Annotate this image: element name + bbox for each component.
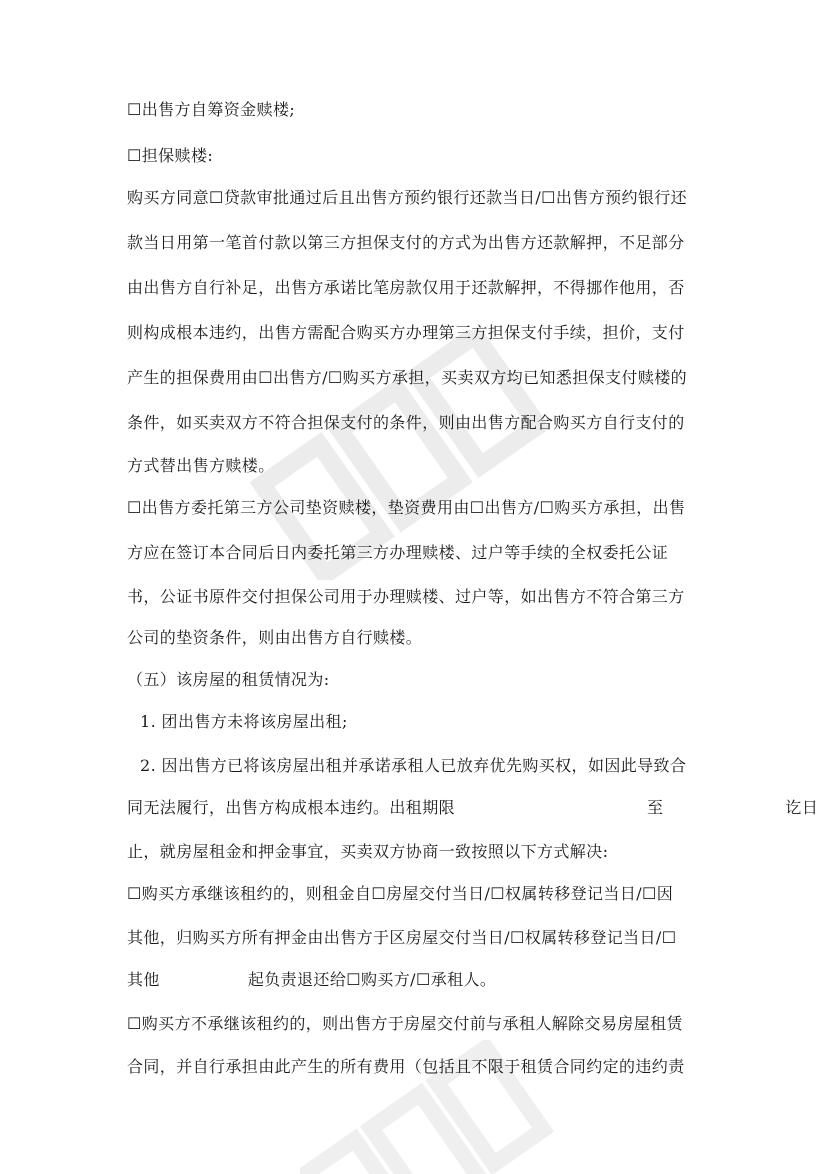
refund-text: 起负责退还给☐购买方/☐承租人。 — [247, 970, 497, 989]
paragraph-third-party-line: 方应在签订本合同后日内委托第三方办理赎楼、过户等手续的全权委托公证 — [127, 543, 669, 562]
lease-term-end: 讫日 — [785, 798, 819, 817]
paragraph-third-party-line: 公司的垫资条件，则由出售方自行赎楼。 — [127, 628, 423, 647]
paragraph-buyer-agree-line: 产生的担保费用由☐出售方/☐购买方承担，买卖双方均已知悉担保支付赎楼的 — [127, 368, 688, 387]
paragraph-buyer-agree-line: 方式替出售方赎楼。 — [127, 456, 275, 475]
paragraph-self-financed: ☐出售方自筹资金赎楼; — [127, 100, 296, 119]
paragraph-buyer-not-inherit: 合同，并自行承担由此产生的所有费用（包括且不限于租赁合同约定的违约责 — [127, 1057, 685, 1076]
paragraph-buyer-inherit: ☐购买方承继该租约的，则租金自☐房屋交付当日/☐权属转移登记当日/☐因 — [127, 884, 674, 903]
paragraph-buyer-agree-line: 则构成根本违约，出售方需配合购买方办理第三方担保支付手续，担价，支付 — [127, 323, 685, 342]
other-text: 其他 — [127, 970, 160, 989]
list-item-leased: 2. 因出售方已将该房屋出租并承诺承租人已放弃优先购买权，如因此导致合 — [140, 756, 687, 775]
section-heading-lease: （五）该房屋的租赁情况为: — [127, 670, 330, 689]
paragraph-buyer-agree-line: 由出售方自行补足，出售方承诺比笔房款仅用于还款解押，不得挪作他用，否 — [127, 278, 685, 297]
paragraph-buyer-inherit-line — [127, 970, 496, 990]
paragraph-third-party-line: ☐出售方委托第三方公司垫资赎楼，垫资费用由☐出售方/☐购买方承担，出售 — [127, 498, 686, 517]
paragraph-buyer-inherit: 其他，归购买方所有押金由出售方于区房屋交付当日/☐权属转移登记当日/☐ — [127, 928, 677, 947]
lease-term-to: 至 — [647, 798, 664, 817]
paragraph-buyer-agree-line: 购买方同意☐贷款审批通过后且出售方预约银行还款当日/☐出售方预约银行还 — [127, 188, 688, 207]
paragraph-buyer-agree-line: 条件，如买卖双方不符合担保支付的条件，则由出售方配合购买方自行支付的 — [127, 413, 685, 432]
list-item-leased-continued — [127, 798, 818, 818]
paragraph-guarantee: ☐担保赎楼: — [127, 146, 214, 165]
lease-term-text: 同无法履行，出售方构成根本违约。出租期限 — [127, 798, 456, 817]
paragraph-buyer-not-inherit: ☐购买方不承继该租约的，则出售方于房屋交付前与承租人解除交易房屋租赁 — [127, 1014, 683, 1033]
list-item-leased-line: 止，就房屋租金和押金事宜，买卖双方协商一致按照以下方式解决: — [127, 842, 609, 861]
list-item-not-leased: 1. 团出售方未将该房屋出租; — [140, 712, 348, 731]
paragraph-buyer-agree-line: 款当日用第一笔首付款以第三方担保支付的方式为出售方还款解押，不足部分 — [127, 233, 685, 252]
paragraph-third-party-line: 书，公证书原件交付担保公司用于办理赎楼、过户等，如出售方不符合第三方 — [127, 587, 685, 606]
